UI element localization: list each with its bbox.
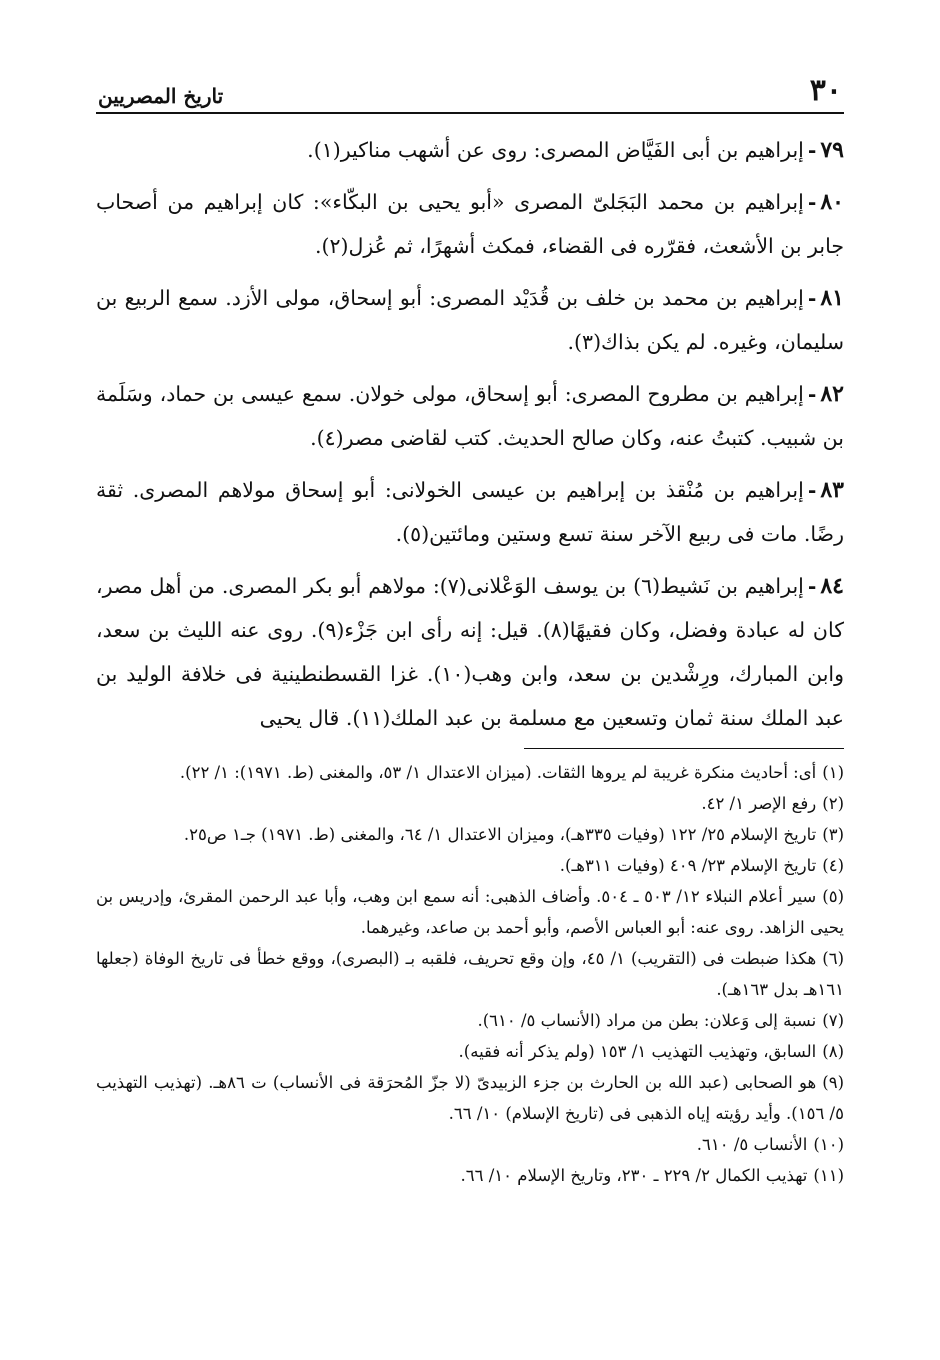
entry-dash: - (807, 478, 817, 502)
book-page (96, 70, 844, 1191)
entry-text: إبراهيم بن محمد بن خلف بن قُدَيْد المصرى: أبو إسحاق، مولى الأزد. سمع الربيع بن سليمان، وغيره. لم يكن بذاك(٣). (96, 286, 844, 354)
entries-list (96, 128, 844, 740)
footnote-text: تاريخ الإسلام ٢٣/ ٤٠٩ (وفيات ٣١١هـ). (559, 856, 817, 875)
footnote-text: هو الصحابى (عبد الله بن الحارث بن جزء الزبيدىّ (لا جزّ المُحرَقة فى الأنساب) ت ٨٦هـ. (تهذيب التهذيب ٥/ ١٥٦). وأيد رؤيته إياه الذهبى فى (تاريخ الإسلام) ١٠/ ٦٦. (96, 1073, 844, 1123)
footnote (96, 943, 844, 1005)
entry (96, 372, 844, 460)
footnote-number: (٦) (822, 949, 844, 968)
entry (96, 180, 844, 268)
footnote-number: (٤) (822, 856, 844, 875)
running-title: تاريخ المصريين (98, 84, 224, 108)
footnote-text: هكذا ضبطت فى (التقريب) ١/ ٤٥، وإن وقع تحريف، فلقبه بـ (البصرى)، ووقع خطأ فى تاريخ الوفاة (جعلها ١٦١هـ بدل ١٦٣هـ). (96, 949, 844, 999)
entry-number: ٧٩ (820, 137, 844, 163)
footnote (96, 1160, 844, 1191)
footnote-text: رفع الإصر ١/ ٤٢. (701, 794, 817, 813)
entry-text: إبراهيم بن نَشيط(٦) بن يوسف الوَعْلانى(٧): مولاهم أبو بكر المصرى. من أهل مصر، كان له عبادة وفضل، وكان فقيهًا(٨). قيل: إنه رأى ابن جَزْء(٩). روى عنه الليث بن سعد، وابن المبارك، ورِشْدين بن سعد، وابن وهب(١٠). غزا القسطنطينية فى خلافة الوليد بن عبد الملك سنة ثمان وتسعين مع مسلمة بن عبد الملك(١١). قال يحيى (96, 574, 844, 730)
footnote-number: (٢) (822, 794, 844, 813)
entry (96, 128, 844, 172)
entry (96, 276, 844, 364)
footnote (96, 1005, 844, 1036)
footnote-text: أى: أحاديث منكرة غريبة لم يروها الثقات. (ميزان الاعتدال ١/ ٥٣، والمغنى (ط. ١٩٧١): ١/ ٢٢). (179, 763, 817, 782)
entry-dash: - (807, 382, 817, 406)
entry-number: ٨٣ (820, 477, 844, 503)
entry (96, 564, 844, 740)
footnote (96, 1036, 844, 1067)
footnote-text: السابق، وتهذيب التهذيب ١/ ١٥٣ (ولم يذكر أنه فقيه). (458, 1042, 817, 1061)
entry-text: إبراهيم بن مطروح المصرى: أبو إسحاق، مولى خولان. سمع عيسى بن حماد، وسَلَمة بن شبيب. كتبتُ عنه، وكان صالح الحديث. كتب لقاضى مصر(٤). (96, 382, 844, 450)
entry-dash: - (807, 138, 817, 162)
footnote (96, 881, 844, 943)
footnote-number: (٣) (822, 825, 844, 844)
footnote-number: (١٠) (813, 1135, 844, 1154)
footnote (96, 1067, 844, 1129)
footnote-text: الأنساب ٥/ ٦١٠. (696, 1135, 808, 1154)
entry-text: إبراهيم بن أبى الفَيَّاض المصرى: روى عن أشهب مناكير(١). (307, 138, 804, 162)
footnote (96, 819, 844, 850)
entry-dash: - (807, 286, 817, 310)
entry-dash: - (807, 190, 817, 214)
entry-number: ٨٠ (820, 189, 844, 215)
footnote-number: (٩) (822, 1073, 844, 1092)
entry-dash: - (807, 574, 817, 598)
footnote-number: (٥) (822, 887, 845, 906)
entry-text: إبراهيم بن محمد البَجَلىّ المصرى «أبو يحيى بن البكّاء»: كان إبراهيم من أصحاب جابر بن الأشعث، فقرّره فى القضاء، فمكث أشهرًا، ثم عُزل(٢). (96, 190, 844, 258)
footnote-number: (١) (822, 763, 844, 782)
entry-number: ٨١ (820, 285, 844, 311)
entry (96, 468, 844, 556)
entry-number: ٨٢ (820, 381, 844, 407)
entry-number: ٨٤ (820, 573, 844, 599)
page-header (96, 70, 844, 114)
footnote-divider (524, 748, 844, 749)
page-number: ٣٠ (809, 73, 842, 108)
footnote-text: تاريخ الإسلام ٢٥/ ١٢٢ (وفيات ٣٣٥هـ)، وميزان الاعتدال ١/ ٦٤، والمغنى (ط. ١٩٧١) جـ١ ص٢٥. (183, 825, 817, 844)
footnote-text: سير أعلام النبلاء ١٢/ ٥٠٣ ـ ٥٠٤. وأضاف الذهبى: أنه سمع ابن وهب، وأبا عبد الرحمن المقرئ، وإدريس بن يحيى الزاهد. روى عنه: أبو العباس الأصم، وأبو أحمد بن صاعد، وغيرهما. (96, 887, 844, 937)
footnote (96, 757, 844, 788)
footnotes-list (96, 757, 844, 1191)
footnote-number: (٧) (822, 1011, 844, 1030)
footnote-text: تهذيب الكمال ٢/ ٢٢٩ ـ ٢٣٠، وتاريخ الإسلام ١٠/ ٦٦. (460, 1166, 808, 1185)
footnote (96, 850, 844, 881)
footnote-text: نسبة إلى وَعلان: بطن من مراد (الأنساب ٥/ ٦١٠). (477, 1011, 817, 1030)
footnote-number: (٨) (822, 1042, 844, 1061)
footnote (96, 788, 844, 819)
entry-text: إبراهيم بن مُنْقذ بن إبراهيم بن عيسى الخولانى: أبو إسحاق مولاهم المصرى. ثقة رضًا. مات فى ربيع الآخر سنة تسع وستين ومائتين(٥). (96, 478, 844, 546)
footnote (96, 1129, 844, 1160)
footnote-number: (١١) (813, 1166, 844, 1185)
